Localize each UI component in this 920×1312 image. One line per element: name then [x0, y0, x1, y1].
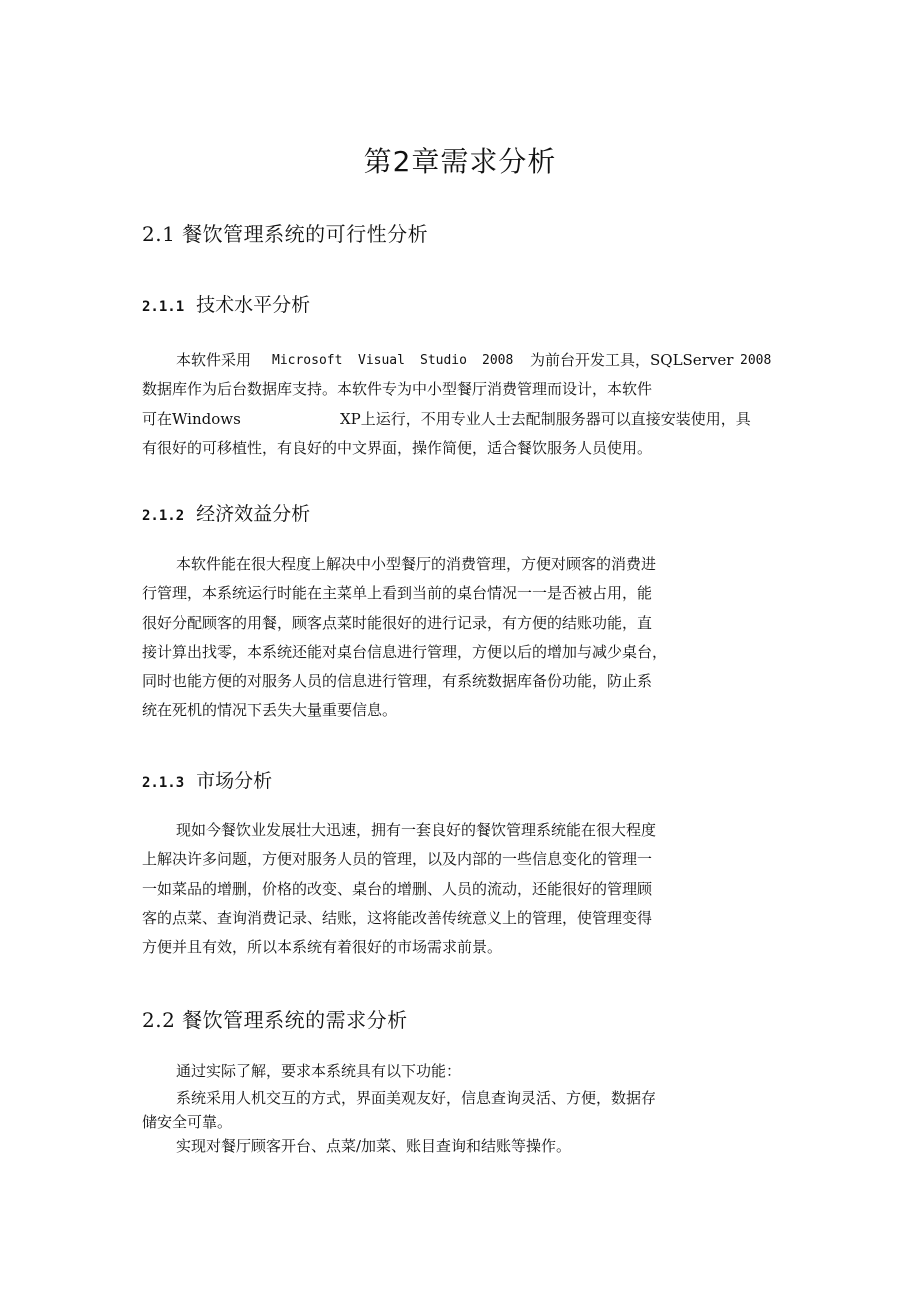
text-run: 可在Windows: [142, 409, 241, 428]
subsection-number: 2.1.1: [142, 299, 185, 315]
subsection-2-1-2-heading: [142, 499, 310, 526]
paragraph-market: [142, 816, 656, 962]
paragraph-line: 方便并且有效，所以本系统有着很好的市场需求前景。: [142, 938, 503, 957]
paragraph-line: 很好分配顾客的用餐，顾客点菜时能很好的进行记录，有方便的结账功能，直: [142, 613, 653, 632]
paragraph-line: [142, 346, 778, 375]
paragraph-line: 客的点菜、查询消费记录、结账，这将能改善传统意义上的管理，使管理变得: [142, 908, 653, 927]
paragraph-line: 统在死机的情况下丢失大量重要信息。: [142, 701, 398, 720]
text-run: 本软件采用: [176, 351, 252, 369]
subsection-number: 2.1.3: [142, 775, 185, 791]
subsection-title: 技术水平分析: [196, 294, 311, 316]
subsection-2-1-3-heading: [142, 766, 272, 793]
paragraph-line: 现如今餐饮业发展壮大迅速，拥有一套良好的餐饮管理系统能在很大程度: [176, 821, 657, 839]
paragraph-technical: [142, 346, 778, 463]
paragraph-line: 系统采用人机交互的方式，界面美观友好，信息查询灵活、方便，数据存: [176, 1089, 657, 1107]
text-run: 2008: [482, 353, 514, 368]
section-2-1-heading: 2.1 餐饮管理系统的可行性分析: [142, 222, 429, 246]
paragraph-line: 有很好的可移植性，有良好的中文界面，操作简便，适合餐饮服务人员使用。: [142, 438, 653, 457]
chapter-title: 第2章需求分析: [363, 145, 557, 178]
paragraph-line: 同时也能方便的对服务人员的信息进行管理，有系统数据库备份功能，防止系: [142, 672, 653, 691]
paragraph-line: 接计算出找零，本系统还能对桌台信息进行管理，方便以后的增加与减少桌台，: [142, 642, 668, 661]
paragraph-line: 上解决许多问题，方便对服务人员的管理，以及内部的一些信息变化的管理一: [142, 850, 653, 869]
subsection-number: 2.1.2: [142, 508, 185, 524]
section-2-2-heading: 2.2 餐饮管理系统的需求分析: [142, 1008, 408, 1032]
subsection-title: 市场分析: [196, 770, 273, 792]
text-run: 2008: [740, 353, 772, 368]
paragraph-line: 行管理，本系统运行时能在主菜单上看到当前的桌台情况一一是否被占用，能: [142, 584, 653, 603]
text-run: XP上运行，不用专业人士去配制服务器可以直接安装使用，具: [340, 409, 751, 428]
text-run: Visual: [358, 353, 405, 368]
paragraph-line: 实现对餐厅顾客开台、点菜/加菜、账目查询和结账等操作。: [176, 1137, 572, 1155]
paragraph-line: 通过实际了解，要求本系统具有以下功能：: [176, 1062, 462, 1080]
paragraph-economic: [142, 550, 667, 726]
paragraph-line: [142, 405, 778, 434]
text-run: Studio: [420, 353, 467, 368]
subsection-2-1-1-heading: [142, 290, 310, 317]
text-run: 为前台开发工具，SQLServer: [530, 351, 734, 369]
paragraph-line: 一如菜品的增删，价格的改变、桌台的增删、人员的流动，还能很好的管理顾: [142, 879, 653, 898]
paragraph-line: 储安全可靠。: [142, 1113, 233, 1131]
paragraph-line: 本软件能在很大程度上解决中小型餐厅的消费管理，方便对顾客的消费进: [176, 555, 657, 573]
paragraph-requirements: [142, 1057, 656, 1158]
paragraph-line: 数据库作为后台数据库支持。本软件专为中小型餐厅消费管理而设计，本软件: [142, 380, 653, 399]
text-run: Microsoft: [272, 353, 343, 368]
subsection-title: 经济效益分析: [196, 503, 311, 525]
